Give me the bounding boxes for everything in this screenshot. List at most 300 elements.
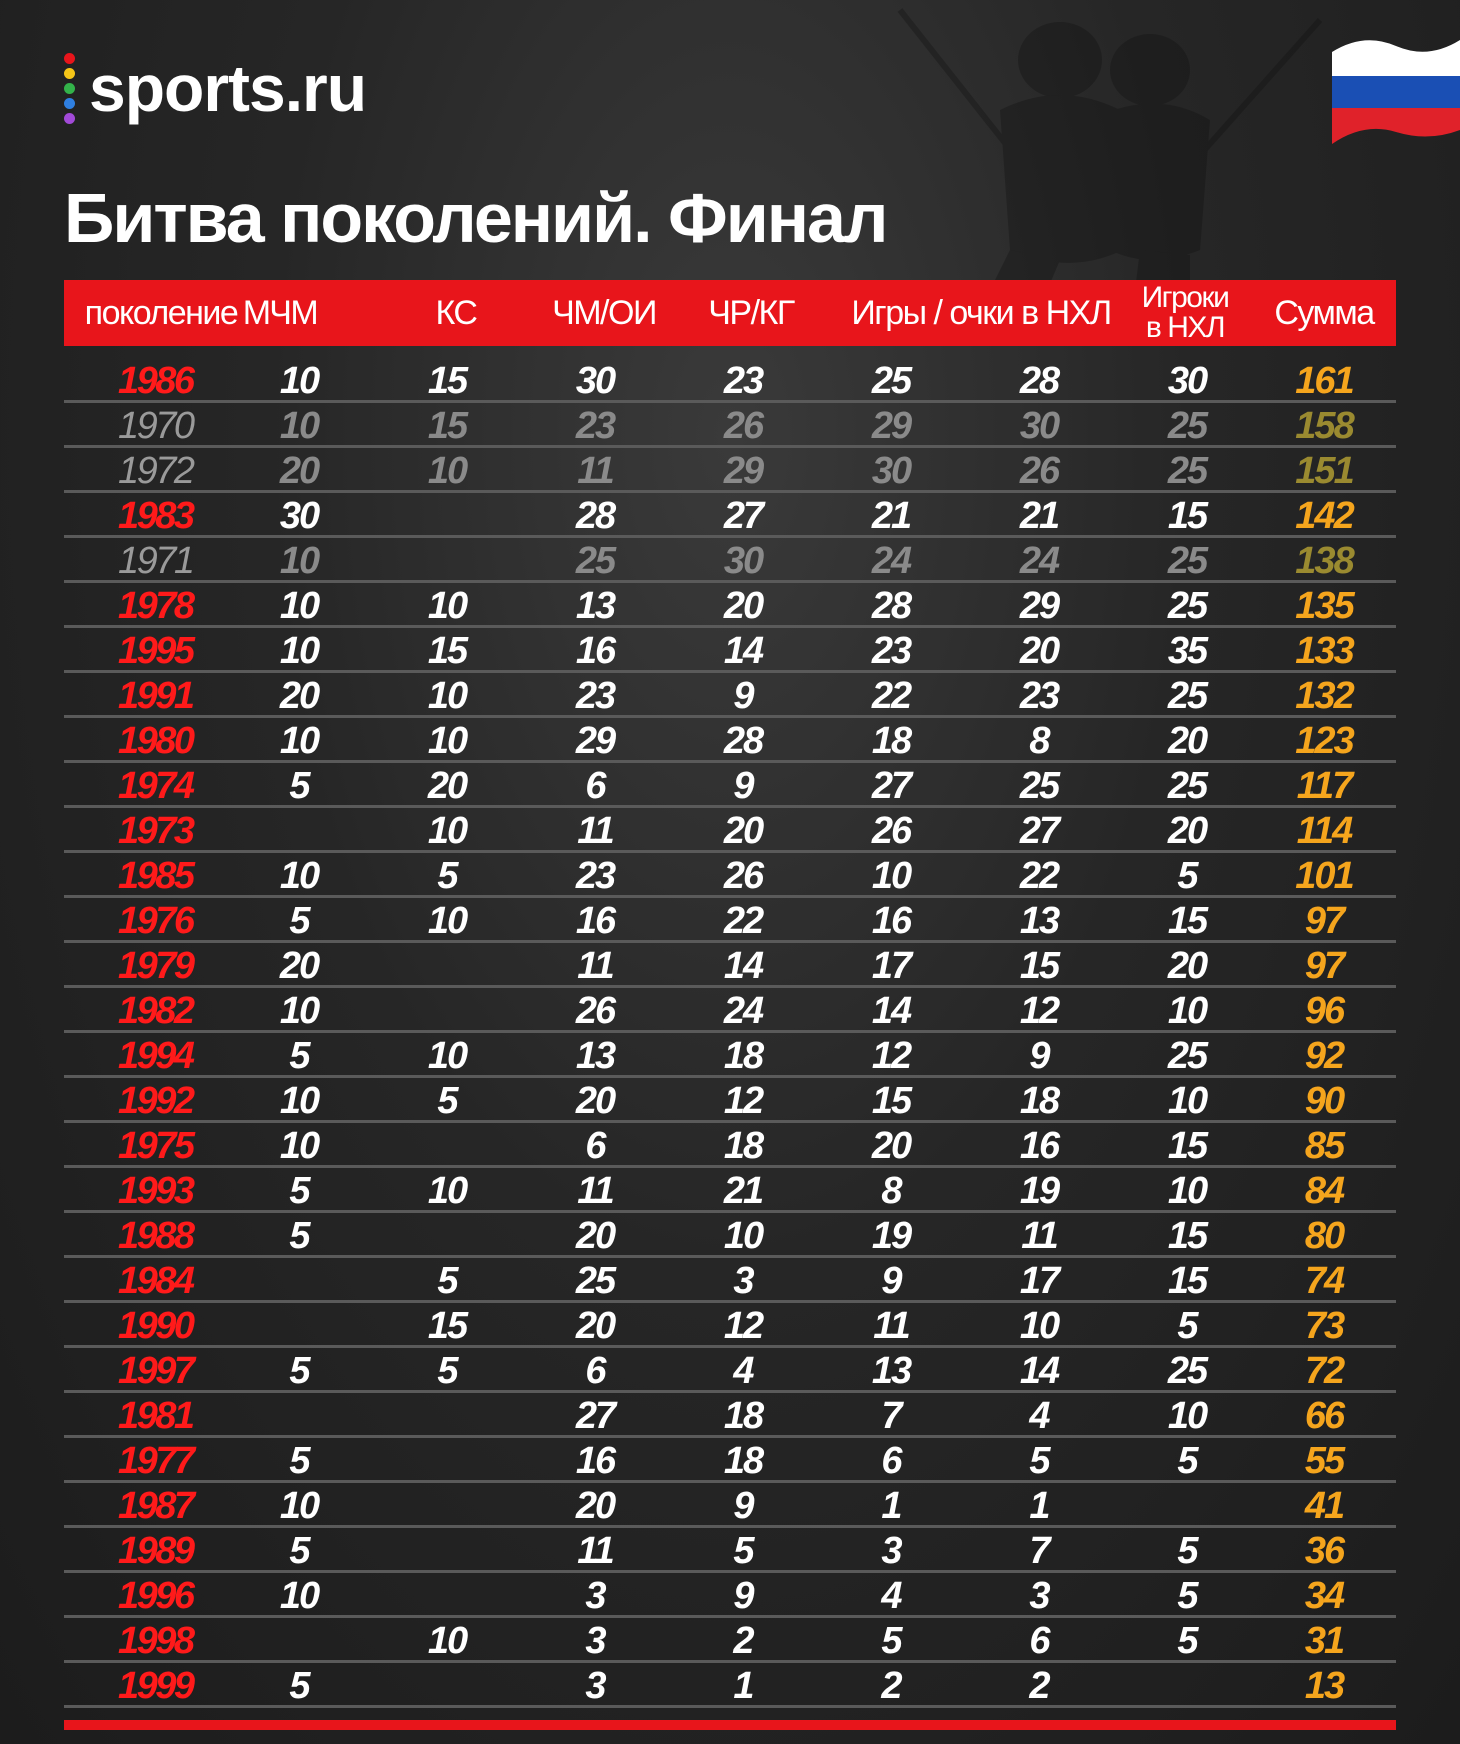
cell-chr-kg: 26 <box>723 855 763 897</box>
cell-players-nhl: 25 <box>1167 765 1207 807</box>
cell-ks <box>397 988 497 1030</box>
cell-generation-year: 1988 <box>118 1215 193 1257</box>
cell-players-nhl <box>1137 1663 1237 1705</box>
cell-generation-year: 1998 <box>118 1620 193 1662</box>
cell-mchm: 5 <box>289 765 309 807</box>
cell-ks: 10 <box>427 810 467 852</box>
cell-points-nhl: 17 <box>1019 1260 1059 1302</box>
cell-games-nhl: 28 <box>871 585 911 627</box>
cell-chm-oi: 20 <box>575 1305 615 1347</box>
cell-sum: 123 <box>1295 720 1353 762</box>
cell-chm-oi: 16 <box>575 1440 615 1482</box>
table-row <box>64 763 1396 808</box>
sports-ru-logo[interactable] <box>64 48 366 128</box>
page-title: Битва поколений. Финал <box>64 179 887 257</box>
cell-generation-year: 1972 <box>118 450 193 492</box>
cell-sum: 80 <box>1304 1215 1344 1257</box>
cell-sum: 55 <box>1304 1440 1344 1482</box>
cell-mchm <box>249 1393 349 1435</box>
cell-games-nhl: 5 <box>881 1620 901 1662</box>
cell-players-nhl: 5 <box>1177 1530 1197 1572</box>
cell-games-nhl: 25 <box>871 360 911 402</box>
cell-generation-year: 1970 <box>118 405 193 447</box>
cell-points-nhl: 4 <box>1029 1395 1049 1437</box>
cell-chm-oi: 11 <box>577 810 613 852</box>
column-header-games-points-nhl: Игры / очки в НХЛ <box>851 294 1111 332</box>
cell-chm-oi: 3 <box>585 1665 605 1707</box>
cell-games-nhl: 7 <box>881 1395 901 1437</box>
cell-chm-oi: 6 <box>585 765 605 807</box>
table-row <box>64 538 1396 583</box>
cell-chr-kg: 4 <box>733 1350 753 1392</box>
cell-mchm: 5 <box>289 1440 309 1482</box>
cell-players-nhl: 25 <box>1167 1035 1207 1077</box>
cell-players-nhl: 25 <box>1167 585 1207 627</box>
cell-games-nhl: 1 <box>881 1485 901 1527</box>
cell-generation-year: 1995 <box>118 630 193 672</box>
cell-chm-oi: 3 <box>585 1620 605 1662</box>
cell-ks <box>397 493 497 535</box>
table-row <box>64 943 1396 988</box>
cell-players-nhl: 25 <box>1167 540 1207 582</box>
cell-games-nhl: 22 <box>871 675 911 717</box>
cell-generation-year: 1976 <box>118 900 193 942</box>
cell-mchm: 10 <box>279 1575 319 1617</box>
cell-generation-year: 1978 <box>118 585 193 627</box>
table-row <box>64 358 1396 403</box>
table-row <box>64 898 1396 943</box>
column-header-chm-oi: ЧМ/ОИ <box>552 294 656 332</box>
table-row <box>64 808 1396 853</box>
cell-chr-kg: 27 <box>723 495 763 537</box>
cell-players-nhl: 5 <box>1177 1620 1197 1662</box>
cell-chm-oi: 11 <box>577 945 613 987</box>
cell-chr-kg: 21 <box>723 1170 763 1212</box>
cell-players-nhl: 15 <box>1167 1215 1207 1257</box>
cell-chr-kg: 30 <box>723 540 763 582</box>
cell-generation-year: 1975 <box>118 1125 193 1167</box>
cell-points-nhl: 11 <box>1021 1215 1057 1257</box>
cell-ks <box>397 1213 497 1255</box>
cell-chr-kg: 23 <box>723 360 763 402</box>
cell-players-nhl: 15 <box>1167 495 1207 537</box>
cell-generation-year: 1980 <box>118 720 193 762</box>
cell-points-nhl: 15 <box>1019 945 1059 987</box>
column-header-ks: КС <box>435 294 477 332</box>
cell-chr-kg: 14 <box>723 945 763 987</box>
table-row <box>64 1213 1396 1258</box>
cell-generation-year: 1986 <box>118 360 193 402</box>
cell-chm-oi: 23 <box>575 855 615 897</box>
cell-generation-year: 1985 <box>118 855 193 897</box>
cell-players-nhl: 10 <box>1167 1080 1207 1122</box>
cell-chm-oi: 20 <box>575 1485 615 1527</box>
cell-mchm: 10 <box>279 585 319 627</box>
table-row <box>64 1033 1396 1078</box>
cell-ks <box>397 1528 497 1570</box>
cell-mchm <box>249 808 349 850</box>
cell-chr-kg: 29 <box>723 450 763 492</box>
cell-chr-kg: 20 <box>723 585 763 627</box>
cell-points-nhl: 12 <box>1019 990 1059 1032</box>
table-row <box>64 628 1396 673</box>
cell-generation-year: 1981 <box>118 1395 193 1437</box>
cell-ks: 15 <box>427 405 467 447</box>
cell-sum: 97 <box>1304 945 1344 987</box>
cell-ks <box>397 1438 497 1480</box>
cell-chr-kg: 18 <box>723 1395 763 1437</box>
cell-sum: 132 <box>1295 675 1353 717</box>
table-row <box>64 1663 1396 1708</box>
column-header-sum: Сумма <box>1274 294 1374 332</box>
cell-games-nhl: 29 <box>871 405 911 447</box>
cell-chr-kg: 20 <box>723 810 763 852</box>
cell-chm-oi: 27 <box>575 1395 615 1437</box>
cell-sum: 84 <box>1304 1170 1344 1212</box>
cell-chm-oi: 25 <box>575 540 615 582</box>
table-row <box>64 1573 1396 1618</box>
cell-chm-oi: 20 <box>575 1215 615 1257</box>
cell-chr-kg: 12 <box>723 1080 763 1122</box>
cell-mchm <box>249 1258 349 1300</box>
cell-chr-kg: 10 <box>723 1215 763 1257</box>
cell-players-nhl: 10 <box>1167 1170 1207 1212</box>
cell-chm-oi: 16 <box>575 900 615 942</box>
cell-chr-kg: 24 <box>723 990 763 1032</box>
cell-games-nhl: 21 <box>871 495 911 537</box>
cell-points-nhl: 9 <box>1029 1035 1049 1077</box>
table-row <box>64 493 1396 538</box>
cell-generation-year: 1974 <box>118 765 193 807</box>
cell-sum: 133 <box>1295 630 1353 672</box>
table-row <box>64 1438 1396 1483</box>
cell-mchm: 10 <box>279 855 319 897</box>
cell-games-nhl: 8 <box>881 1170 901 1212</box>
table-row <box>64 1078 1396 1123</box>
cell-generation-year: 1994 <box>118 1035 193 1077</box>
cell-chr-kg: 9 <box>733 1485 753 1527</box>
cell-chr-kg: 18 <box>723 1440 763 1482</box>
cell-chr-kg: 26 <box>723 405 763 447</box>
cell-games-nhl: 13 <box>871 1350 911 1392</box>
cell-players-nhl: 20 <box>1167 945 1207 987</box>
logo-dot <box>64 98 75 109</box>
column-header-players-nhl <box>1130 280 1240 346</box>
cell-games-nhl: 3 <box>881 1530 901 1572</box>
cell-ks: 15 <box>427 360 467 402</box>
logo-dot <box>64 83 75 94</box>
cell-players-nhl: 10 <box>1167 990 1207 1032</box>
cell-games-nhl: 18 <box>871 720 911 762</box>
table-row <box>64 1258 1396 1303</box>
cell-sum: 161 <box>1295 360 1353 402</box>
cell-mchm: 5 <box>289 1530 309 1572</box>
cell-generation-year: 1987 <box>118 1485 193 1527</box>
cell-players-nhl: 15 <box>1167 1260 1207 1302</box>
cell-points-nhl: 5 <box>1029 1440 1049 1482</box>
cell-chr-kg: 9 <box>733 1575 753 1617</box>
cell-chr-kg: 28 <box>723 720 763 762</box>
cell-mchm: 5 <box>289 1215 309 1257</box>
table-row <box>64 583 1396 628</box>
table-row <box>64 1348 1396 1393</box>
cell-games-nhl: 10 <box>871 855 911 897</box>
cell-chr-kg: 1 <box>733 1665 753 1707</box>
cell-sum: 72 <box>1304 1350 1344 1392</box>
cell-sum: 96 <box>1304 990 1344 1032</box>
cell-chr-kg: 5 <box>733 1530 753 1572</box>
cell-players-nhl: 25 <box>1167 450 1207 492</box>
cell-ks: 10 <box>427 675 467 717</box>
cell-points-nhl: 13 <box>1019 900 1059 942</box>
cell-generation-year: 1992 <box>118 1080 193 1122</box>
cell-sum: 73 <box>1304 1305 1344 1347</box>
cell-points-nhl: 26 <box>1019 450 1059 492</box>
cell-points-nhl: 25 <box>1019 765 1059 807</box>
cell-points-nhl: 18 <box>1019 1080 1059 1122</box>
cell-players-nhl: 5 <box>1177 1305 1197 1347</box>
cell-ks: 10 <box>427 1620 467 1662</box>
cell-generation-year: 1983 <box>118 495 193 537</box>
table-row <box>64 853 1396 898</box>
cell-players-nhl: 25 <box>1167 405 1207 447</box>
cell-ks: 10 <box>427 585 467 627</box>
cell-chr-kg: 9 <box>733 675 753 717</box>
cell-players-nhl: 20 <box>1167 810 1207 852</box>
cell-sum: 74 <box>1304 1260 1344 1302</box>
cell-games-nhl: 12 <box>871 1035 911 1077</box>
cell-ks <box>397 538 497 580</box>
cell-players-nhl: 25 <box>1167 675 1207 717</box>
cell-players-nhl: 5 <box>1177 855 1197 897</box>
table-row <box>64 988 1396 1033</box>
cell-chm-oi: 13 <box>575 585 615 627</box>
cell-generation-year: 1982 <box>118 990 193 1032</box>
cell-chr-kg: 3 <box>733 1260 753 1302</box>
cell-players-nhl: 35 <box>1167 630 1207 672</box>
cell-ks: 10 <box>427 1170 467 1212</box>
cell-chr-kg: 14 <box>723 630 763 672</box>
cell-mchm: 30 <box>279 495 319 537</box>
cell-ks: 10 <box>427 450 467 492</box>
column-header-players-nhl-line2: в НХЛ <box>1145 311 1225 344</box>
cell-ks: 10 <box>427 900 467 942</box>
cell-games-nhl: 14 <box>871 990 911 1032</box>
cell-sum: 85 <box>1304 1125 1344 1167</box>
cell-mchm <box>249 1303 349 1345</box>
cell-generation-year: 1991 <box>118 675 193 717</box>
cell-chm-oi: 29 <box>575 720 615 762</box>
cell-sum: 41 <box>1304 1485 1344 1527</box>
cell-chm-oi: 6 <box>585 1125 605 1167</box>
cell-mchm: 10 <box>279 630 319 672</box>
cell-chr-kg: 12 <box>723 1305 763 1347</box>
cell-mchm: 10 <box>279 1080 319 1122</box>
cell-points-nhl: 7 <box>1029 1530 1049 1572</box>
cell-ks <box>397 1123 497 1165</box>
cell-players-nhl <box>1137 1483 1237 1525</box>
cell-mchm <box>249 1618 349 1660</box>
cell-games-nhl: 11 <box>873 1305 909 1347</box>
cell-mchm: 20 <box>279 675 319 717</box>
cell-mchm: 10 <box>279 990 319 1032</box>
cell-generation-year: 1996 <box>118 1575 193 1617</box>
cell-points-nhl: 19 <box>1019 1170 1059 1212</box>
cell-chm-oi: 13 <box>575 1035 615 1077</box>
cell-games-nhl: 23 <box>871 630 911 672</box>
cell-sum: 13 <box>1304 1665 1344 1707</box>
cell-points-nhl: 28 <box>1019 360 1059 402</box>
cell-sum: 114 <box>1296 810 1352 852</box>
table-row <box>64 403 1396 448</box>
cell-ks <box>397 1573 497 1615</box>
cell-chr-kg: 18 <box>723 1125 763 1167</box>
logo-dots <box>64 53 75 124</box>
cell-points-nhl: 30 <box>1019 405 1059 447</box>
cell-chr-kg: 9 <box>733 765 753 807</box>
cell-games-nhl: 30 <box>871 450 911 492</box>
table-row <box>64 1303 1396 1348</box>
cell-ks: 5 <box>437 1260 457 1302</box>
logo-dot <box>64 113 75 124</box>
cell-mchm: 5 <box>289 1170 309 1212</box>
table-row <box>64 1168 1396 1213</box>
cell-players-nhl: 5 <box>1177 1575 1197 1617</box>
table-row <box>64 673 1396 718</box>
cell-chr-kg: 22 <box>723 900 763 942</box>
cell-points-nhl: 6 <box>1029 1620 1049 1662</box>
cell-sum: 101 <box>1295 855 1353 897</box>
cell-games-nhl: 20 <box>871 1125 911 1167</box>
cell-games-nhl: 27 <box>871 765 911 807</box>
cell-points-nhl: 10 <box>1019 1305 1059 1347</box>
cell-ks <box>397 1393 497 1435</box>
cell-games-nhl: 16 <box>871 900 911 942</box>
cell-games-nhl: 24 <box>871 540 911 582</box>
table-row <box>64 1618 1396 1663</box>
cell-points-nhl: 3 <box>1029 1575 1049 1617</box>
cell-mchm: 10 <box>279 1125 319 1167</box>
cell-sum: 135 <box>1295 585 1353 627</box>
table-row <box>64 448 1396 493</box>
cell-players-nhl: 5 <box>1177 1440 1197 1482</box>
cell-players-nhl: 10 <box>1167 1395 1207 1437</box>
cell-chm-oi: 30 <box>575 360 615 402</box>
cell-mchm: 10 <box>279 540 319 582</box>
logo-dot <box>64 68 75 79</box>
cell-mchm: 20 <box>279 450 319 492</box>
cell-chr-kg: 18 <box>723 1035 763 1077</box>
cell-chm-oi: 23 <box>575 675 615 717</box>
cell-sum: 142 <box>1295 495 1353 537</box>
cell-mchm: 10 <box>279 720 319 762</box>
cell-ks <box>397 1663 497 1705</box>
cell-games-nhl: 19 <box>871 1215 911 1257</box>
cell-chm-oi: 16 <box>575 630 615 672</box>
cell-mchm: 20 <box>279 945 319 987</box>
cell-chr-kg: 2 <box>733 1620 753 1662</box>
cell-chm-oi: 25 <box>575 1260 615 1302</box>
cell-points-nhl: 22 <box>1019 855 1059 897</box>
cell-mchm: 10 <box>279 405 319 447</box>
cell-games-nhl: 2 <box>881 1665 901 1707</box>
cell-sum: 151 <box>1295 450 1353 492</box>
cell-sum: 31 <box>1304 1620 1344 1662</box>
cell-chm-oi: 28 <box>575 495 615 537</box>
cell-players-nhl: 20 <box>1167 720 1207 762</box>
cell-ks: 5 <box>437 855 457 897</box>
cell-chm-oi: 20 <box>575 1080 615 1122</box>
cell-generation-year: 1989 <box>118 1530 193 1572</box>
cell-ks: 15 <box>427 630 467 672</box>
russia-flag-icon <box>1332 32 1460 150</box>
cell-ks: 10 <box>427 720 467 762</box>
table-row <box>64 1483 1396 1528</box>
table-header <box>64 280 1396 346</box>
cell-points-nhl: 21 <box>1019 495 1059 537</box>
cell-points-nhl: 23 <box>1019 675 1059 717</box>
cell-generation-year: 1984 <box>118 1260 193 1302</box>
column-header-mchm: МЧМ <box>242 294 318 332</box>
cell-sum: 90 <box>1304 1080 1344 1122</box>
cell-generation-year: 1993 <box>118 1170 193 1212</box>
cell-chm-oi: 11 <box>577 1170 613 1212</box>
cell-chm-oi: 26 <box>575 990 615 1032</box>
cell-points-nhl: 27 <box>1019 810 1059 852</box>
cell-generation-year: 1979 <box>118 945 193 987</box>
cell-generation-year: 1977 <box>118 1440 193 1482</box>
cell-ks <box>397 1483 497 1525</box>
cell-games-nhl: 9 <box>881 1260 901 1302</box>
cell-games-nhl: 6 <box>881 1440 901 1482</box>
cell-mchm: 5 <box>289 1350 309 1392</box>
cell-ks: 5 <box>437 1080 457 1122</box>
cell-players-nhl: 15 <box>1167 1125 1207 1167</box>
cell-sum: 158 <box>1295 405 1353 447</box>
cell-sum: 138 <box>1295 540 1353 582</box>
cell-points-nhl: 1 <box>1029 1485 1049 1527</box>
cell-sum: 36 <box>1304 1530 1344 1572</box>
cell-ks: 10 <box>427 1035 467 1077</box>
cell-points-nhl: 24 <box>1019 540 1059 582</box>
cell-points-nhl: 20 <box>1019 630 1059 672</box>
cell-generation-year: 1990 <box>118 1305 193 1347</box>
cell-mchm: 5 <box>289 900 309 942</box>
cell-sum: 34 <box>1304 1575 1344 1617</box>
cell-chm-oi: 6 <box>585 1350 605 1392</box>
cell-sum: 66 <box>1304 1395 1344 1437</box>
cell-chm-oi: 11 <box>577 1530 613 1572</box>
cell-ks <box>397 943 497 985</box>
cell-mchm: 5 <box>289 1665 309 1707</box>
bottom-accent-bar <box>64 1720 1396 1730</box>
cell-chm-oi: 23 <box>575 405 615 447</box>
cell-points-nhl: 2 <box>1029 1665 1049 1707</box>
cell-ks: 15 <box>427 1305 467 1347</box>
cell-generation-year: 1997 <box>118 1350 193 1392</box>
cell-points-nhl: 14 <box>1019 1350 1059 1392</box>
cell-sum: 97 <box>1304 900 1344 942</box>
table-row <box>64 1123 1396 1168</box>
cell-points-nhl: 8 <box>1029 720 1049 762</box>
cell-mchm: 10 <box>279 360 319 402</box>
column-header-chr-kg: ЧР/КГ <box>708 294 794 332</box>
logo-dot <box>64 53 75 64</box>
cell-players-nhl: 15 <box>1167 900 1207 942</box>
cell-ks: 20 <box>427 765 467 807</box>
cell-ks: 5 <box>437 1350 457 1392</box>
table-body <box>64 358 1396 1708</box>
